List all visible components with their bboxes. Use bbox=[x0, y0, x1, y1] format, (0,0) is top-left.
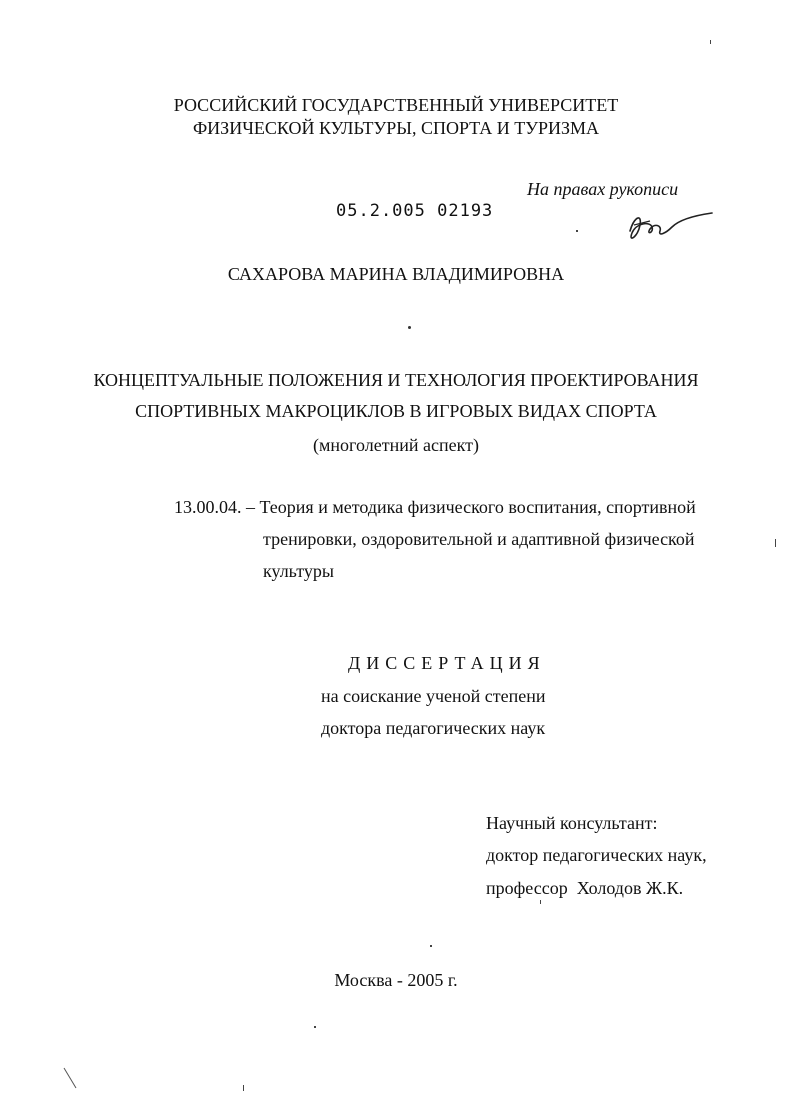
consultant-degree: доктор педагогических наук, bbox=[486, 845, 707, 865]
title-line-1: КОНЦЕПТУАЛЬНЫЕ ПОЛОЖЕНИЯ И ТЕХНОЛОГИЯ ПРОЕКТИРОВАНИЯ bbox=[93, 370, 699, 390]
specialty-line-1: 13.00.04. – Теория и методика физического воспитания, спортивной bbox=[174, 497, 696, 517]
university-name-line-2: ФИЗИЧЕСКОЙ КУЛЬТУРЫ, СПОРТА И ТУРИЗМА bbox=[192, 118, 600, 138]
manuscript-note: На правах рукописи bbox=[527, 179, 679, 199]
scan-speck bbox=[775, 539, 776, 547]
author-name: САХАРОВА МАРИНА ВЛАДИМИРОВНА bbox=[227, 264, 565, 284]
document-type-heading: ДИССЕРТАЦИЯ bbox=[348, 653, 546, 673]
signature-icon bbox=[620, 203, 720, 249]
consultant-label: Научный консультант: bbox=[486, 813, 658, 833]
specialty-line-2: тренировки, оздоровительной и адаптивной физической bbox=[263, 529, 695, 549]
title-subtitle: (многолетний аспект) bbox=[313, 435, 479, 455]
title-line-2: СПОРТИВНЫХ МАКРОЦИКЛОВ В ИГРОВЫХ ВИДАХ СПОРТА bbox=[135, 401, 657, 421]
university-name-line-1: РОССИЙСКИЙ ГОСУДАРСТВЕННЫЙ УНИВЕРСИТЕТ bbox=[173, 95, 619, 115]
scan-speck bbox=[540, 900, 541, 904]
scan-speck bbox=[576, 230, 578, 232]
scan-speck bbox=[430, 945, 432, 947]
scan-speck bbox=[243, 1085, 244, 1091]
registration-stamp: 05.2.005 02193 bbox=[336, 201, 494, 221]
scan-speck bbox=[314, 1026, 316, 1028]
consultant-name: профессор Холодов Ж.К. bbox=[486, 878, 684, 898]
scan-speck bbox=[408, 326, 411, 329]
place-year: Москва - 2005 г. bbox=[334, 970, 458, 990]
degree-line-1: на соискание ученой степени bbox=[321, 686, 546, 706]
scan-scratch bbox=[62, 1066, 82, 1092]
specialty-line-3: культуры bbox=[263, 561, 334, 581]
degree-line-2: доктора педагогических наук bbox=[321, 718, 546, 738]
scan-speck bbox=[710, 40, 711, 44]
